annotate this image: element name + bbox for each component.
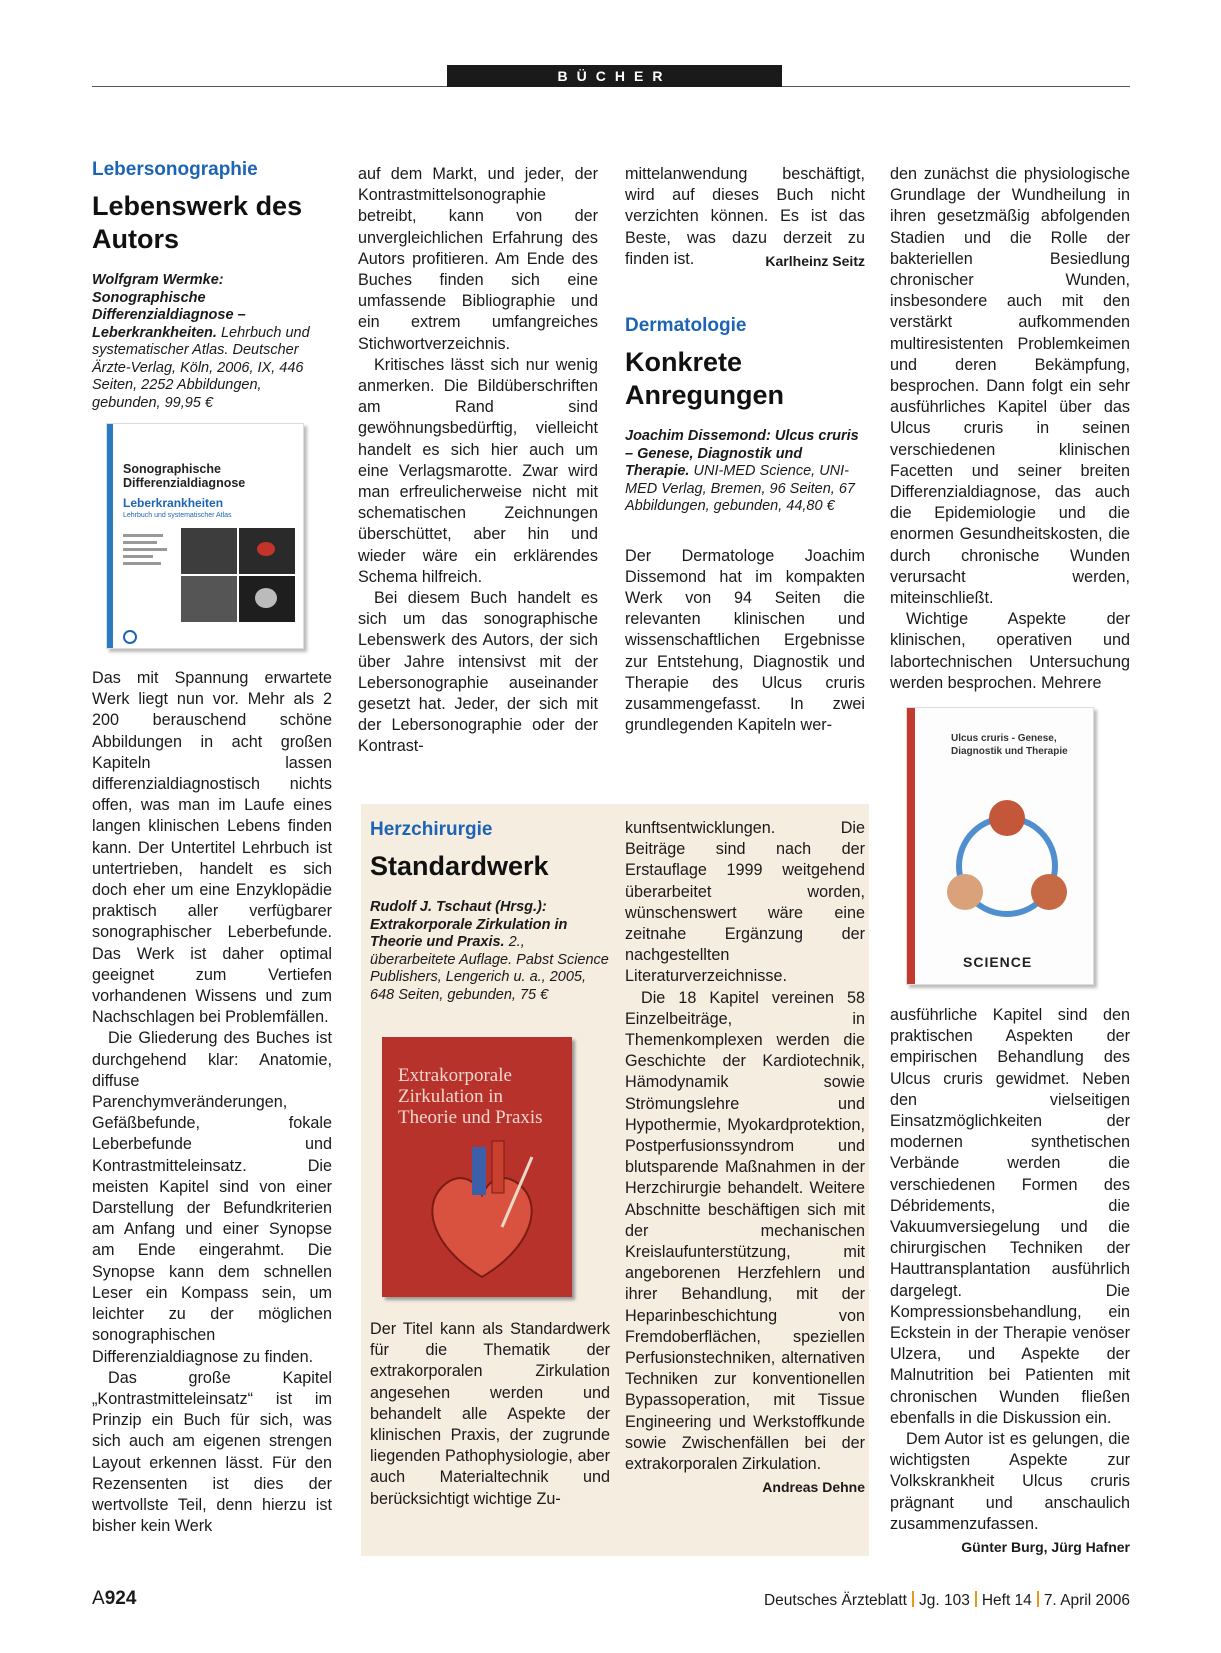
kicker-lebersonographie: Lebersonographie [92,159,258,180]
column-3 [625,164,865,736]
paragraph: Die Gliederung des Buches ist durchgehend klar: Anatomie, diffuse Parenchymveränderungen, Gefäßbefunde, fokale Leberbefunde und Kontrastmitteleinsatz. Die meisten Kapitel sind von einer Darstellung der Befundkriterien am Anfang und einer Synopse am Ende eingerahmt. Die Synopse kann dem schnellen Leser ein Kompass sein, um leichter zu der möglichen sonographischen Differenzialdiagnose zu finden. [92,1029,332,1366]
paragraph [625,988,865,1496]
book-cover-dissemond [906,707,1094,985]
paragraph: Der Dermatologe Joachim Dissemond hat im kompakten Werk von 94 Seiten die relevanten klinischen und wissenschaftlichen Ergebnisse zur Entstehung, Diagnostik und Therapie des Ulcus cruris zusammengefasst. In zwei grundlegenden Kapiteln wer- [625,546,865,735]
headline-standardwerk: Standardwerk [370,851,549,881]
paragraph: ausführliche Kapitel sind den praktischen Aspekten der empirischen Behandlung des Ulcus cruris gewidmet. Neben den vielseitigen Einsatzmöglichkeiten der modernen synthetischen Verbände werden die verschiedenen Formen des Débridements, die Vakuumversiegelung und die chirurgischen Techniken der Hauttransplantation ausführlich dargelegt. Die Kompressionsbehandlung, ein Eckstein in der Therapie venöser Ulzera, und Aspekte der Malnutrition bei Patienten mit chronischen Wunden fließen ebenfalls in die Diskussion ein. [890,1006,1130,1427]
paragraph: Das große Kapitel „Kontrastmitteleinsatz“ ist im Prinzip ein Buch für sich, was sich auch am eigenen strengen Layout erkennen lässt. Für den Rezensenten ist dies der wertvollste Teil, denn hierzu ist bisher kein Werk [92,1368,332,1536]
headline-anregungen: Konkrete Anregungen [625,347,784,411]
journal-date: 7. April 2006 [1043,1592,1130,1609]
publisher-logo-icon [123,630,137,644]
biblio-title: Rudolf J. Tschaut (Hrsg.): Extrakorporale Zirkulation in Theorie und Praxis. [370,899,568,950]
footer-separator [975,1591,977,1607]
book-cover-tschaut [382,1037,572,1297]
ultrasound-images [123,528,295,626]
paragraph: auf dem Markt, und jeder, der Kontrastmittelsonographie betreibt, kann von der unvergleichlichen Erfahrung des Autors profitieren. Am Ende des Buches finden sich eine umfassende Bibliographie und ein extrem umfangreiches Stichwortverzeichnis. [358,165,598,353]
biblio-details: Lehrbuch und systematischer Atlas. Deutscher Ärzte-Verlag, Köln, 2006, IX, 446 Seiten, 2252 Abbildungen, gebunden, 99,95 € [92,324,310,411]
column-1 [92,158,332,412]
cover-title: Ulcus cruris - Genese, Diagnostik und Therapie [951,733,1068,757]
paragraph: Bei diesem Buch handelt es sich um das sonographische Lebenswerk des Autors, der sich über Jahre intensivst mit der Lebersonographie auseinander gesetzt hat. Jeder, der sich mit der Lebersonographie oder der Kontrast- [358,589,598,756]
column-4 [890,164,1130,694]
paragraph [625,164,865,270]
biblio-wermke [92,272,332,412]
biblio-tschaut [370,899,610,1004]
biblio-details: UNI-MED Science, UNI-MED Verlag, Bremen, 96 Seiten, 67 Abbildungen, gebunden, 44,80 € [625,463,855,515]
paragraph: Das mit Spannung erwartete Werk liegt nun vor. Mehr als 2 200 berauschend schöne Abbildungen in acht großen Kapiteln lassen differenzialdiagnostisch nichts offen, was man im Laufe eines langen klinischen Lebens finden kann. Der Untertitel Lehrbuch ist untertrieben, handelt es sich doch eher um eine Enzyklopädie praktisch aller verfügbarer sonographischer Leberbefunde. Das Werk ist daher optimal geeignet zum Vertiefen vorhandenen Wissens und zum Nachschlagen bei Problemfällen. [92,669,332,1027]
cover-title: Extrakorporale Zirkulation in Theorie und Praxis [398,1065,543,1128]
author-burg-hafner: Günter Burg, Jürg Hafner [961,1539,1130,1556]
heart-illustration [412,1137,552,1287]
page-number [92,1588,136,1610]
cover-publisher: SCIENCE [963,954,1033,970]
headline-lebenswerk: Lebenswerk des Autors [92,191,303,254]
page-number-value: 924 [104,1588,137,1609]
cover-caption: Lehrbuch und systematischer Atlas [123,512,232,519]
wound-cycle-illustration [937,796,1077,936]
paragraph-text: mittelanwendung beschäftigt, wird auf dieses Buch nicht verzichten können. Es ist das Beste, was dazu derzeit zu finden ist. [625,165,865,268]
page-prefix: A [92,1588,105,1609]
column-4-body [890,1005,1130,1555]
author-seitz: Karlheinz Seitz [765,252,865,269]
biblio-details: 2., überarbeitete Auflage. Pabst Science Publishers, Lengerich u. a., 2005, 648 Seiten, gebunden, 75 € [370,934,609,1003]
kicker-dermatologie: Dermatologie [625,315,747,337]
section-label: BÜCHER [447,65,782,87]
column-2 [358,164,598,758]
journal-footer [764,1591,1130,1610]
paragraph: Kritisches lässt sich nur wenig anmerken. Die Bildüberschriften am Rand sind gewöhnungsbedürftig, vielleicht handelt es sich hier auch um eine Verlagsmarotte. Zwar wird man erfreulicherweise nicht mit schematischen Zeichnungen überschüttet, aber hin und wieder wäre ein erklärendes Schema hilfreich. [358,355,598,586]
paragraph: Wichtige Aspekte der klinischen, operativen und labortechnischen Untersuchung werden besprochen. Mehrere [890,610,1130,692]
biblio-dissemond [625,428,865,516]
box-column-1-body [370,1319,610,1510]
author-dehne: Andreas Dehne [762,1479,865,1496]
footer-separator [912,1591,914,1607]
kicker-herzchirurgie: Herzchirurgie [370,819,493,840]
paragraph: den zunächst die physiologische Grundlage der Wundheilung in ihren gesetzmäßig abfolgenden Stadien und die Rolle der bakteriellen Besiedlung chronischer Wunden, insbesondere auch mit den verstärkt aufkommenden multiresistenten Problemkeimen und deren Bekämpfung, besprochen. Dann folgt ein sehr ausführliches Kapitel über das Ulcus cruris in seinen verschiedenen klinischen Facetten und seiner breiten Differenzialdiagnose, das auch die Epidemiologie und die enormen Gesundheitskosten, die durch chronische Wunden verursacht werden, miteinschließt. [890,165,1130,608]
journal-name: Deutsches Ärzteblatt [763,1592,907,1609]
journal-issue: Heft 14 [981,1592,1032,1609]
journal-volume: Jg. 103 [918,1592,970,1609]
biblio-title: Wolfgram Wermke: Sonographische Differenzialdiagnose – Leberkrankheiten. [92,272,246,341]
cover-subtitle: Leberkrankheiten [123,496,224,510]
footer-separator [1037,1591,1039,1607]
paragraph: Der Titel kann als Standardwerk für die Thematik der extrakorporalen Zirkulation angesehen werden und behandelt alle Aspekte der klinischen Praxis, der zugrunde liegenden Pathophysiologie, aber auch Materialtechnik und berücksichtigt wichtige Zu- [370,1320,610,1508]
book-cover-wermke [106,423,304,649]
paragraph-text: Die 18 Kapitel vereinen 58 Einzelbeiträge, in Themenkomplexen werden die Geschichte der Kardiotechnik, Hämodynamik sowie Strömungslehre und Hypothermie, Myokardprotektion, Postperfusionssyndrom und blutsparende Maßnahmen in der Herzchirurgie behandelt. Weitere Abschnitte beschäftigen sich mit der mechanischen Kreislaufunterstützung, mit angeborenen Herzfehlern und ihrer Behandlung, mit der Heparinbeschichtung von Fremdoberflächen, speziellen Perfusionstechniken, alternativen Techniken zur konventionellen Bypassoperation, mit Tissue Engineering und Werkstoffkunde sowie Zwischenfällen bei der extrakorporalen Zirkulation. [625,988,865,1474]
column-1-body [92,668,332,1537]
biblio-title: Joachim Dissemond: Ulcus cruris – Genese, Diagnostik und Therapie. [625,428,859,480]
paragraph: Dem Autor ist es gelungen, die wichtigsten Aspekte zur Volkskrankheit Ulcus cruris prägnant und anschaulich zusammenzufassen. [890,1430,1130,1533]
box-column-1 [370,818,610,1004]
box-column-2 [625,818,865,1499]
cover-title: Sonographische Differenzialdiagnose [123,462,246,490]
paragraph: kunftsentwicklungen. Die Beiträge sind nach der Erstauflage 1999 weitgehend überarbeitet worden, wünschenswert wäre eine zeitnahe Ergänzung der nachgestellten Literaturverzeichnisse. [625,819,865,986]
